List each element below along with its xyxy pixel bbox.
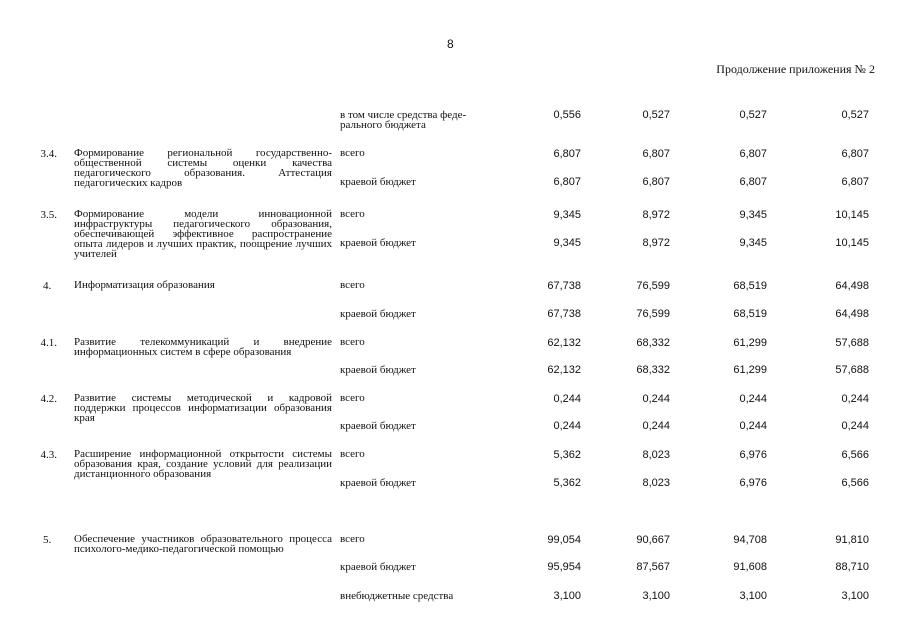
row-name: Развитие системы методической и кадровой поддержки процессов информатизации образования края (74, 392, 332, 424)
value-cell: 0,527 (642, 109, 670, 121)
value-cell: 3,100 (642, 590, 670, 602)
row-name: Формирование региональной государственно-общественной системы оценки качества педагогического образования. Аттестация педагогических кадров (74, 147, 332, 189)
value-cell: 67,738 (547, 280, 581, 292)
value-cell: 6,807 (553, 176, 581, 188)
value-cell: 9,345 (739, 237, 767, 249)
value-cell: 76,599 (636, 280, 670, 292)
value-cell: 95,954 (547, 561, 581, 573)
value-cell: 57,688 (835, 337, 869, 349)
page-number: 8 (447, 37, 454, 51)
value-cell: 6,807 (841, 176, 869, 188)
funding-type: краевой бюджет (340, 420, 416, 432)
value-cell: 0,244 (642, 393, 670, 405)
value-cell: 88,710 (835, 561, 869, 573)
value-cell: 61,299 (733, 337, 767, 349)
funding-type: краевой бюджет (340, 364, 416, 376)
value-cell: 64,498 (835, 308, 869, 320)
value-cell: 0,527 (841, 109, 869, 121)
row-name: Обеспечение участников образовательного процесса психолого-медико-педагогической помощью (74, 533, 332, 555)
funding-type: краевой бюджет (340, 308, 416, 320)
value-cell: 3,100 (739, 590, 767, 602)
row-code: 3.5. (40, 209, 57, 221)
value-cell: 68,332 (636, 364, 670, 376)
value-cell: 6,807 (841, 148, 869, 160)
funding-type: всего (340, 448, 365, 460)
value-cell: 0,244 (553, 420, 581, 432)
value-cell: 9,345 (553, 209, 581, 221)
funding-type: всего (340, 392, 365, 404)
funding-type: всего (340, 279, 365, 291)
row-code: 3.4. (40, 148, 57, 160)
value-cell: 0,244 (739, 393, 767, 405)
row-code: 4.2. (40, 393, 57, 405)
row-code: 4.1. (40, 337, 57, 349)
value-cell: 6,566 (841, 449, 869, 461)
value-cell: 64,498 (835, 280, 869, 292)
value-cell: 8,972 (642, 237, 670, 249)
row-name: Расширение информационной открытости системы образования края, создание условий для реализации дистанционного образования (74, 448, 332, 480)
value-cell: 9,345 (739, 209, 767, 221)
value-cell: 62,132 (547, 337, 581, 349)
funding-type: всего (340, 208, 365, 220)
value-cell: 6,566 (841, 477, 869, 489)
funding-type: краевой бюджет (340, 176, 416, 188)
value-cell: 6,807 (739, 176, 767, 188)
funding-type: всего (340, 147, 365, 159)
value-cell: 6,807 (642, 176, 670, 188)
value-cell: 0,244 (642, 420, 670, 432)
value-cell: 3,100 (841, 590, 869, 602)
row-name: Информатизация образования (74, 279, 215, 291)
value-cell: 10,145 (835, 237, 869, 249)
value-cell: 9,345 (553, 237, 581, 249)
value-cell: 6,807 (739, 148, 767, 160)
value-cell: 0,556 (553, 109, 581, 121)
funding-type: краевой бюджет (340, 237, 416, 249)
value-cell: 99,054 (547, 534, 581, 546)
value-cell: 62,132 (547, 364, 581, 376)
value-cell: 67,738 (547, 308, 581, 320)
value-cell: 57,688 (835, 364, 869, 376)
value-cell: 0,244 (553, 393, 581, 405)
value-cell: 61,299 (733, 364, 767, 376)
value-cell: 10,145 (835, 209, 869, 221)
value-cell: 87,567 (636, 561, 670, 573)
value-cell: 68,332 (636, 337, 670, 349)
funding-type: краевой бюджет (340, 477, 416, 489)
value-cell: 68,519 (733, 280, 767, 292)
value-cell: 90,667 (636, 534, 670, 546)
value-cell: 91,810 (835, 534, 869, 546)
continuation-label: Продолжение приложения № 2 (716, 62, 875, 76)
value-cell: 3,100 (553, 590, 581, 602)
value-cell: 8,023 (642, 449, 670, 461)
value-cell: 0,244 (841, 420, 869, 432)
value-cell: 76,599 (636, 308, 670, 320)
value-cell: 0,244 (841, 393, 869, 405)
row-code: 5. (43, 534, 52, 546)
funding-type: в том числе средства феде- рального бюджета (340, 109, 467, 131)
value-cell: 91,608 (733, 561, 767, 573)
value-cell: 6,807 (553, 148, 581, 160)
value-cell: 8,023 (642, 477, 670, 489)
row-code: 4. (43, 280, 52, 292)
value-cell: 6,976 (739, 449, 767, 461)
value-cell: 5,362 (553, 477, 581, 489)
value-cell: 0,527 (739, 109, 767, 121)
value-cell: 8,972 (642, 209, 670, 221)
value-cell: 0,244 (739, 420, 767, 432)
funding-type: внебюджетные средства (340, 590, 454, 602)
row-code: 4.3. (40, 449, 57, 461)
value-cell: 6,807 (642, 148, 670, 160)
value-cell: 94,708 (733, 534, 767, 546)
funding-type: краевой бюджет (340, 561, 416, 573)
funding-type: всего (340, 336, 365, 348)
row-name: Формирование модели инновационной инфраструктуры педагогического образования, обеспечивающей эффективное распространение опыта лидеров и лучших практик, поощрение лучших учителей (74, 208, 332, 260)
funding-type: всего (340, 533, 365, 545)
value-cell: 6,976 (739, 477, 767, 489)
row-name: Развитие телекоммуникаций и внедрение информационных систем в сфере образования (74, 336, 332, 358)
value-cell: 5,362 (553, 449, 581, 461)
value-cell: 68,519 (733, 308, 767, 320)
